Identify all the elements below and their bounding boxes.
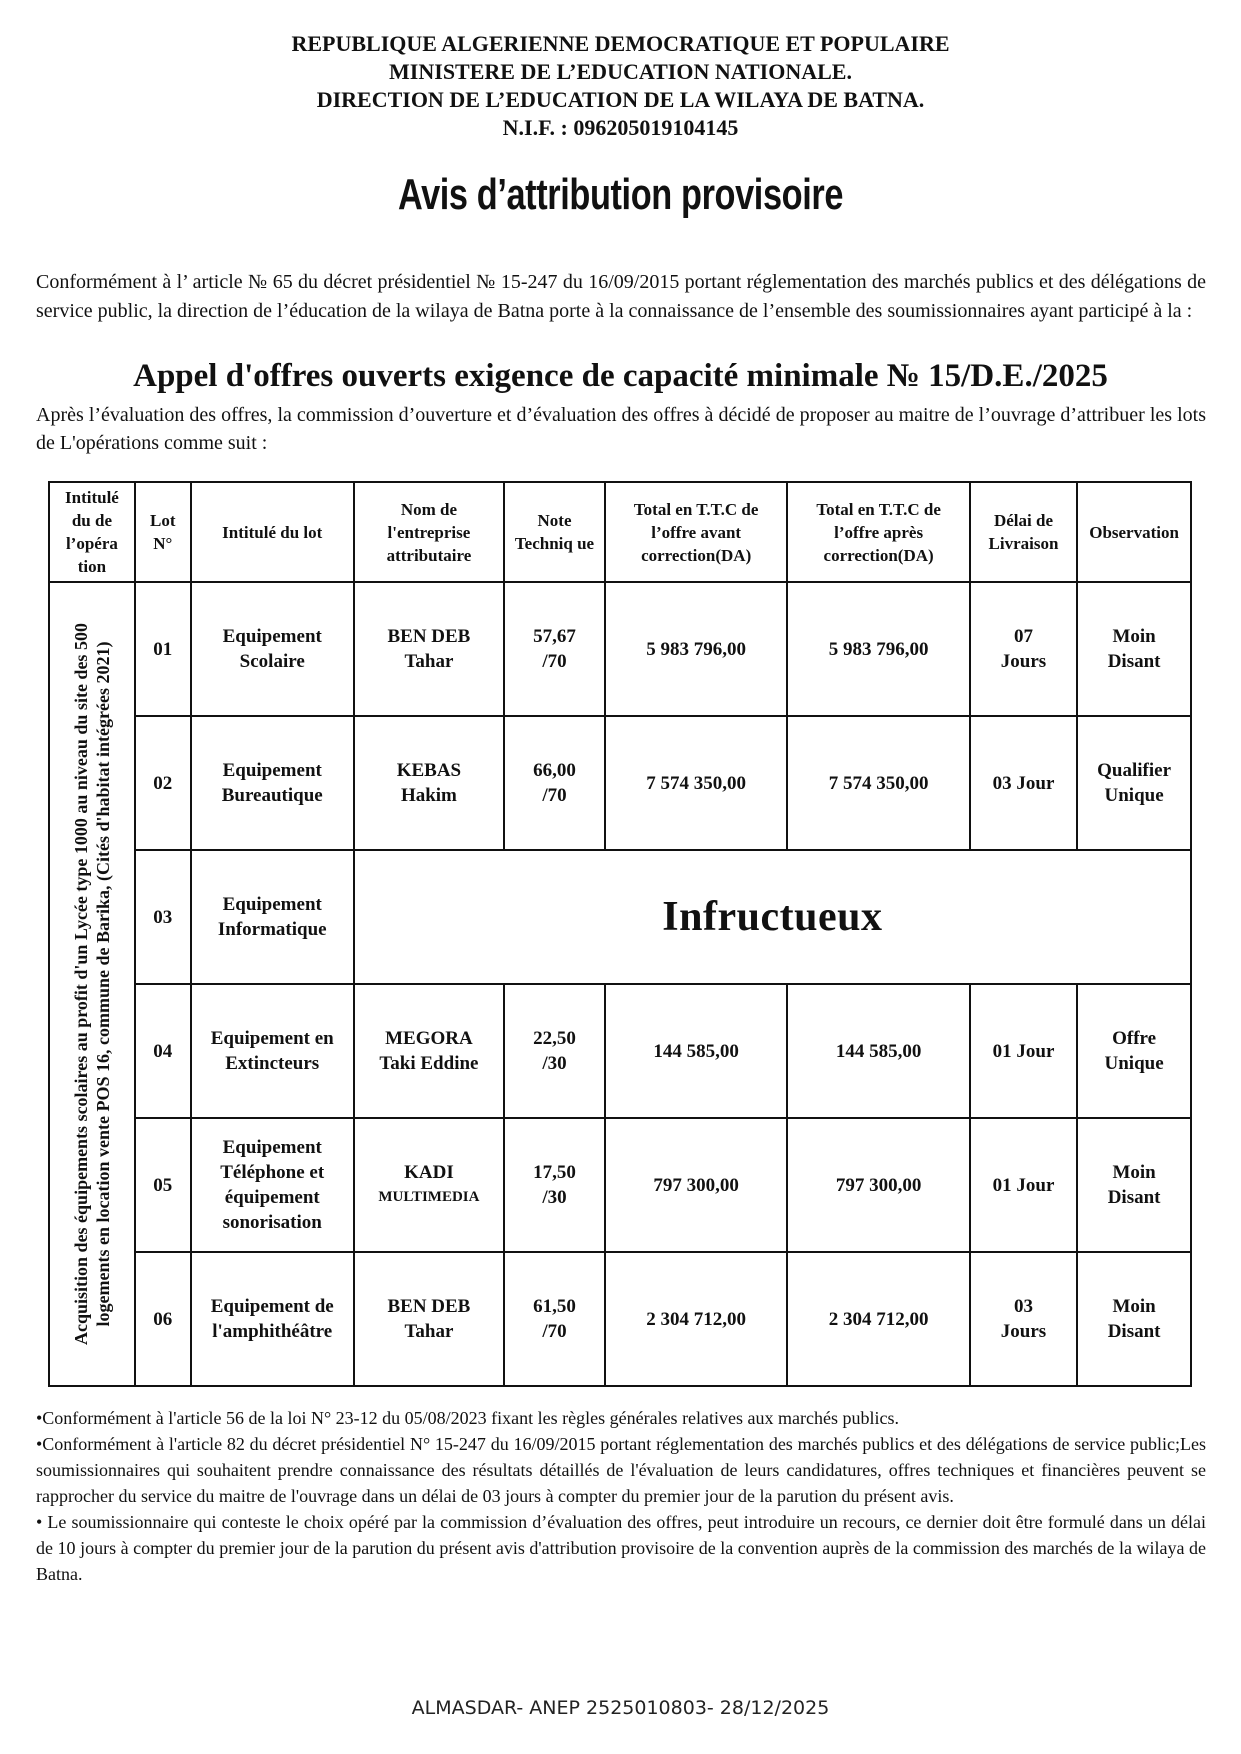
header-lot: Lot N°: [135, 482, 191, 582]
delivery-cell: [970, 1252, 1077, 1386]
delivery-delay: 07: [1014, 626, 1033, 647]
observation-2: Unique: [1104, 785, 1164, 806]
lot-title: Equipement Bureautique: [191, 716, 354, 850]
note-law-article-56: •Conformément à l'article 56 de la loi N° 23-12 du 05/08/2023 fixant les règles générales relatives aux marchés publics.: [36, 1408, 899, 1428]
header-operation: Intitulé du de l’opéra tion: [49, 482, 135, 582]
delivery-delay: 01 Jour: [992, 1174, 1055, 1196]
technical-score-max: /70: [542, 785, 567, 806]
lot-number: 04: [135, 984, 191, 1118]
technical-score-max: /30: [542, 1053, 567, 1074]
observation-2: Disant: [1107, 1187, 1161, 1208]
intro-paragraph: Conformément à l’ article № 65 du décret présidentiel № 15-247 du 16/09/2015 portant réglementation des marchés publics et des délégations de service public, la direction de l’éducation de la wilaya de Batna porte à la connaissance de l’ensemble des soumissionnaires ayant participé à la :: [36, 271, 1206, 322]
delivery-delay: 03: [1014, 1296, 1033, 1317]
header-ministry: MINISTERE DE L’EDUCATION NATIONALE.: [389, 59, 852, 84]
company-cell: [354, 984, 504, 1118]
company-cell: [354, 1118, 504, 1252]
note-appeal: • Le soumissionnaire qui conteste le choix opéré par la commission d’évaluation des offres, peut introduire un recours, ce dernier doit être formulé dans un délai de 10 jours à compter du premier jour de la parution du présent avis d'attribution provisoire de la convention auprès de la commission des marchés de la wilaya de Batna.: [36, 1512, 1206, 1584]
page-title: Avis d’attribution provisoire: [397, 170, 844, 219]
technical-score: 61,50: [533, 1296, 576, 1317]
table-header-row: [49, 482, 1191, 582]
header-intitule-lot: Intitulé du lot: [191, 482, 354, 582]
header-total-avant: Total en T.T.C de l’offre avant correction(DA): [605, 482, 787, 582]
observation-2: Disant: [1107, 651, 1161, 672]
lot-number: 02: [135, 716, 191, 850]
delivery-delay-2: Jours: [1000, 651, 1047, 672]
operation-label: Acquisition des équipements scolaires au profit d'un Lycée type 1000 au niveau du site des 500 logements en location vente POS 16, commune de Barika, (Cités d'habitat intégrées 2021): [70, 623, 113, 1345]
table-row: [49, 716, 1191, 850]
total-before-correction: 7 574 350,00: [605, 716, 787, 850]
note-cell: [504, 582, 605, 716]
note-cell: [504, 1252, 605, 1386]
table-row: [49, 850, 1191, 984]
company-name-2: MULTIMEDIA: [378, 1189, 480, 1205]
company-name: MEGORA: [385, 1028, 473, 1049]
observation-cell: [1077, 716, 1191, 850]
total-after-correction: 7 574 350,00: [787, 716, 969, 850]
delivery-cell: [970, 716, 1077, 850]
total-before-correction: 5 983 796,00: [605, 582, 787, 716]
lot-title: Equipement de l'amphithéâtre: [191, 1252, 354, 1386]
company-name-2: Taki Eddine: [379, 1053, 479, 1074]
observation: Moin: [1112, 626, 1156, 647]
total-after-correction: 2 304 712,00: [787, 1252, 969, 1386]
legal-notes: [36, 1405, 1206, 1587]
total-after-correction: 5 983 796,00: [787, 582, 969, 716]
observation: Moin: [1112, 1296, 1156, 1317]
delivery-delay: 03 Jour: [992, 772, 1055, 794]
company-cell: [354, 1252, 504, 1386]
table-row: [49, 1118, 1191, 1252]
technical-score-max: /70: [542, 651, 567, 672]
technical-score-max: /70: [542, 1321, 567, 1342]
company-name: KEBAS: [396, 760, 462, 781]
observation-cell: [1077, 1118, 1191, 1252]
company-cell: [354, 582, 504, 716]
lots-table: [48, 481, 1192, 1387]
lot-title: Equipement Scolaire: [191, 582, 354, 716]
table-row: [49, 1252, 1191, 1386]
note-cell: [504, 1118, 605, 1252]
infructueux-label: Infructueux: [354, 850, 1191, 984]
company-cell: [354, 716, 504, 850]
tender-title: Appel d'offres ouverts exigence de capacité minimale № 15/D.E./2025: [133, 358, 1108, 394]
note-cell: [504, 716, 605, 850]
company-name: BEN DEB: [387, 1296, 471, 1317]
company-name-2: Tahar: [404, 651, 454, 672]
total-before-correction: 144 585,00: [605, 984, 787, 1118]
total-before-correction: 797 300,00: [605, 1118, 787, 1252]
delivery-cell: [970, 1118, 1077, 1252]
observation-cell: [1077, 582, 1191, 716]
technical-score: 17,50: [533, 1162, 576, 1183]
header-total-apres: Total en T.T.C de l’offre après correction(DA): [787, 482, 969, 582]
lot-title: Equipement Informatique: [191, 850, 354, 984]
lot-number: 03: [135, 850, 191, 984]
total-after-correction: 797 300,00: [787, 1118, 969, 1252]
lot-number: 01: [135, 582, 191, 716]
header-direction: DIRECTION DE L’EDUCATION DE LA WILAYA DE BATNA.: [316, 87, 925, 112]
company-name-2: Hakim: [400, 785, 457, 806]
lot-number: 05: [135, 1118, 191, 1252]
company-name-2: Tahar: [404, 1321, 454, 1342]
evaluation-paragraph: Après l’évaluation des offres, la commission d’ouverture et d’évaluation des offres à décidé de proposer au maitre de l’ouvrage d’attribuer les lots de L'opérations comme suit :: [36, 404, 1206, 454]
delivery-cell: [970, 984, 1077, 1118]
lot-number: 06: [135, 1252, 191, 1386]
document-header: [0, 30, 1241, 142]
observation-cell: [1077, 1252, 1191, 1386]
note-decree-article-82: •Conformément à l'article 82 du décret présidentiel N° 15-247 du 16/09/2015 portant réglementation des marchés publics et des délégations de service public;Les soumissionnaires qui souhaitent prendre connaissance des résultats détaillés de l'évaluation de leurs candidatures, offres techniques et financières peuvent se rapprocher du service du maitre de l'ouvrage dans un délai de 03 jours à compter du premier jour de la parution du présent avis.: [36, 1434, 1206, 1506]
table-row: [49, 984, 1191, 1118]
note-cell: [504, 984, 605, 1118]
delivery-delay: 01 Jour: [992, 1040, 1055, 1062]
table-row: [49, 582, 1191, 716]
technical-score: 66,00: [533, 760, 576, 781]
header-republic: REPUBLIQUE ALGERIENNE DEMOCRATIQUE ET POPULAIRE: [291, 31, 950, 56]
operation-cell: [49, 582, 135, 1386]
observation: Qualifier: [1097, 760, 1172, 781]
header-note: Note Techniq ue: [504, 482, 605, 582]
lot-title: Equipement Téléphone et équipement sonorisation: [191, 1118, 354, 1252]
company-name: KADI: [404, 1162, 454, 1183]
observation: Offre: [1112, 1028, 1157, 1049]
observation-2: Unique: [1104, 1053, 1164, 1074]
technical-score: 22,50: [533, 1028, 576, 1049]
technical-score-max: /30: [542, 1187, 567, 1208]
observation-2: Disant: [1107, 1321, 1161, 1342]
total-before-correction: 2 304 712,00: [605, 1252, 787, 1386]
header-nif: N.I.F. : 096205019104145: [502, 115, 739, 140]
total-after-correction: 144 585,00: [787, 984, 969, 1118]
header-entreprise: Nom de l'entreprise attributaire: [354, 482, 504, 582]
lot-title: Equipement en Extincteurs: [191, 984, 354, 1118]
header-observation: Observation: [1077, 482, 1191, 582]
header-delai: Délai de Livraison: [970, 482, 1077, 582]
company-name: BEN DEB: [387, 626, 471, 647]
publication-footer: ALMASDAR- ANEP 2525010803- 28/12/2025: [411, 1697, 830, 1719]
technical-score: 57,67: [533, 626, 576, 647]
observation: Moin: [1112, 1162, 1156, 1183]
delivery-delay-2: Jours: [1000, 1321, 1047, 1342]
observation-cell: [1077, 984, 1191, 1118]
delivery-cell: [970, 582, 1077, 716]
